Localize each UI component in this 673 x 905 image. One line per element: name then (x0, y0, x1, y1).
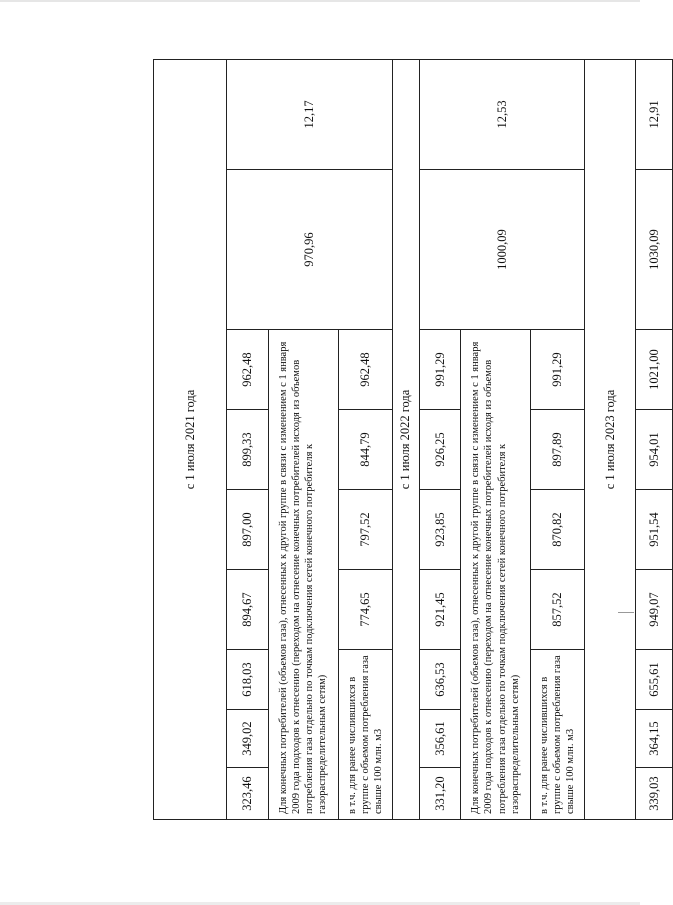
value-cell: 926,25 (419, 410, 460, 490)
value-cell: 970,96 (227, 170, 393, 330)
value-cell: 870,82 (531, 490, 585, 570)
category-note: Для конечных потребителей (объемов газа), отнесенных к другой группе в связи с изменением с 1 января 2009 года подходов к отнесению (переходом на отнесение конечных потребителей исходя из объемов потребления газа отдельно по точкам подключения сетей конечного потребителя к газораспределительным сетям) (461, 330, 531, 820)
value-cell: 951,54 (636, 490, 673, 570)
value-cell: 1021,00 (636, 330, 673, 410)
value-cell: 323,46 (227, 768, 268, 820)
value-cell: 12,17 (227, 59, 393, 169)
value-cell: 949,07 (636, 570, 673, 650)
value-cell: 991,29 (419, 330, 460, 410)
tariff-table (153, 59, 673, 820)
period-header-row (154, 59, 227, 819)
value-cell: 923,85 (419, 490, 460, 570)
value-cell: 339,03 (636, 768, 673, 820)
value-cell: 962,48 (338, 330, 392, 410)
group-values-row (227, 59, 268, 819)
value-cell: 857,52 (531, 570, 585, 650)
period-header-row (392, 59, 419, 819)
value-cell: 12,91 (636, 59, 673, 169)
value-cell: 897,00 (227, 490, 268, 570)
value-cell: 636,53 (419, 650, 460, 710)
value-cell: 897,89 (531, 410, 585, 490)
value-cell: 921,45 (419, 570, 460, 650)
page-margin-mark (618, 612, 634, 613)
period-header-row (585, 59, 636, 819)
value-cell: 962,48 (227, 330, 268, 410)
group-values-row (636, 59, 673, 819)
period-label: с 1 июля 2022 года (392, 59, 419, 819)
value-cell: 1030,09 (636, 170, 673, 330)
value-cell: 364,15 (636, 710, 673, 768)
rotated-tariff-table (153, 60, 673, 820)
value-cell: 954,01 (636, 410, 673, 490)
value-cell: 894,67 (227, 570, 268, 650)
group-values-row (419, 59, 460, 819)
period-label: с 1 июля 2021 года (154, 59, 227, 819)
value-cell: 797,52 (338, 490, 392, 570)
value-cell: 618,03 (227, 650, 268, 710)
value-cell: 12,53 (419, 59, 585, 169)
value-cell: 356,61 (419, 710, 460, 768)
sub-category-label: в т.ч. для ранее числившихся в группе с объемом потребления газа свыше 100 млн. м3 (338, 650, 392, 820)
value-cell: 844,79 (338, 410, 392, 490)
value-cell: 1000,09 (419, 170, 585, 330)
period-label: с 1 июля 2023 года (585, 59, 636, 819)
value-cell: 774,65 (338, 570, 392, 650)
value-cell: 349,02 (227, 710, 268, 768)
value-cell: 899,33 (227, 410, 268, 490)
value-cell: 991,29 (531, 330, 585, 410)
value-cell: 655,61 (636, 650, 673, 710)
scan-edge-top (0, 0, 640, 2)
sub-category-label: в т.ч. для ранее числившихся в группе с объемом потребления газа свыше 100 млн. м3 (531, 650, 585, 820)
value-cell: 331,20 (419, 768, 460, 820)
category-note: Для конечных потребителей (объемов газа), отнесенных к другой группе в связи с изменением с 1 января 2009 года подходов к отнесению (переходом на отнесение конечных потребителей исходя из объемов потребления газа отдельно по точкам подключения сетей конечного потребителя к газораспределительным сетям) (268, 330, 338, 820)
